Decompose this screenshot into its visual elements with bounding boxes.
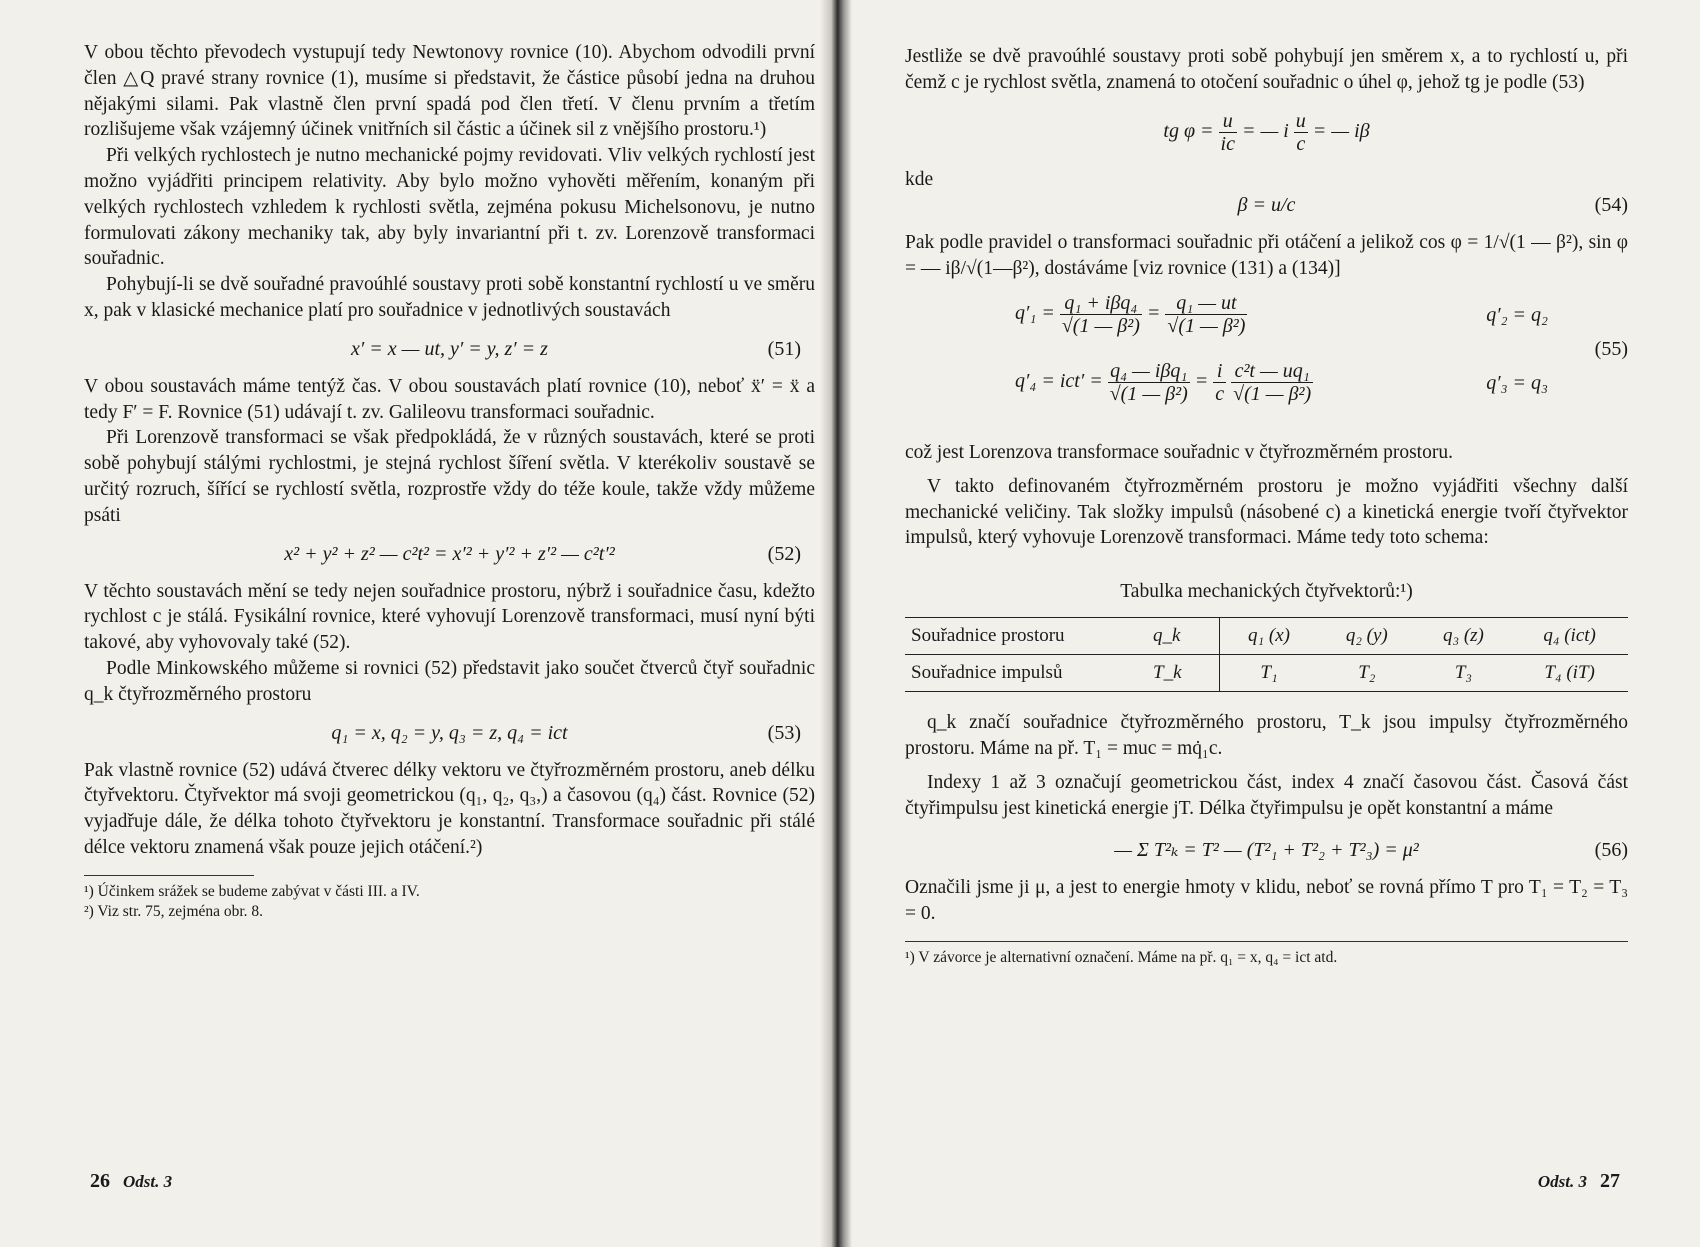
- four-vector-table: [905, 617, 1628, 692]
- table-cell: T_k: [1147, 655, 1220, 692]
- paragraph: Označili jsme ji μ, a jest to energie hmoty v klidu, neboť se rovná přímo T pro T₁ = T₂ = T₃ = 0.: [905, 877, 1628, 925]
- page-number: 26: [90, 1170, 110, 1192]
- equation-55-row-1: [1015, 292, 1247, 337]
- table-cell: T₄ (iT): [1511, 655, 1628, 692]
- paragraph: V obou těchto převodech vystupují tedy Newtonovy rovnice (10). Abychom odvodili první člen △Q pravé strany rovnice (1), musíme si představit, že částice působí jedna na druhou nějakými silami. Pak vlastně člen první spadá pod člen třetí. V členu prvním a třetím rozlišujeme však vzájemný účinek vnitřních sil částic a účinek sil z vnějšího prostoru.¹): [84, 42, 815, 141]
- paragraph: Při velkých rychlostech je nutno mechanické pojmy revidovati. Vliv velkých rychlostí jest možno vyjádřiti principem relativity. Aby bylo možno vyhověti měřením, konaným při velkých rychlostech vzhledem k rychlosti světla, zejména pokusu Michelsonovu, je nutno formulovati zákony mechaniky tak, aby byly invariantní při t. zv. Lorenzově transformaci souřadnic.: [84, 145, 815, 270]
- left-page: [0, 0, 835, 1247]
- numerator: q₁ + iβq₄: [1060, 292, 1142, 315]
- equation-55-row-2: [1015, 360, 1313, 405]
- fraction: [1213, 360, 1226, 405]
- equation-part: =: [1146, 302, 1161, 325]
- fraction: [1294, 110, 1308, 155]
- equation-number: (52): [767, 542, 801, 565]
- equation-number: (54): [1594, 194, 1628, 217]
- paragraph: Indexy 1 až 3 označují geometrickou část, index 4 značí časovou část. Časová část čtyřimpulsu jest kinetická energie jT. Délka čtyřimpulsu je opět konstantní a máme: [905, 771, 1628, 819]
- equation-55: [905, 290, 1628, 430]
- table-cell: T₁: [1220, 655, 1319, 692]
- denominator: √(1 — β²): [1109, 382, 1188, 405]
- section-label: Odst. 3: [1537, 1172, 1587, 1191]
- fraction: [1060, 292, 1142, 337]
- paragraph: Při Lorenzově transformaci se však předpokládá, že v různých soustavách, které se proti sobě pohybují stálými rychlostmi, je stejná rychlost šíření světla. V kterékoliv soustavě se určitý rozruch, šířící se rychlostí světla, rozprostře vždy do téže koule, takže vždy můžeme psáti: [84, 427, 815, 526]
- fraction: [1231, 360, 1313, 405]
- denominator: c: [1296, 132, 1306, 155]
- right-page: [835, 0, 1700, 1247]
- equation-part: q′₄ = ict′ =: [1015, 370, 1103, 393]
- equation-number: (51): [767, 337, 801, 360]
- equation-53: [84, 720, 815, 746]
- equation-part: =: [1194, 370, 1209, 393]
- paragraph: V obou soustavách máme tentýž čas. V obou soustavách platí rovnice (10), neboť ẍ′ = ẍ a tedy F′ = F. Rovnice (51) udávají t. zv. Galileovu transformaci souřadnic.: [84, 375, 815, 423]
- equation-tg: [905, 110, 1628, 155]
- table-cell: q_k: [1147, 618, 1220, 655]
- paragraph: Podle Minkowského můžeme si rovnici (52) představit jako součet čtverců čtyř souřadnic q_k čtyřrozměrného prostoru: [84, 657, 815, 705]
- table-cell: q₃ (z): [1416, 618, 1512, 655]
- fraction: [1165, 292, 1247, 337]
- footnote: ¹) V závorce je alternativní označení. Máme na př. q₁ = x, q₄ = ict atd.: [905, 948, 1338, 966]
- equation-52: [84, 541, 815, 567]
- equation-part: tg φ =: [1163, 119, 1214, 142]
- table-cell: q₁ (x): [1220, 618, 1319, 655]
- footnote-rule: [84, 875, 254, 876]
- equation-part: q′₁ =: [1015, 302, 1055, 325]
- table-cell: Souřadnice impulsů: [905, 655, 1147, 692]
- denominator: √(1 — β²): [1167, 314, 1246, 337]
- table-row: [905, 655, 1628, 692]
- paragraph: Pohybují-li se dvě souřadné pravoúhlé soustavy proti sobě konstantní rychlostí u ve směru x, pak v klasické mechanice platí pro souřadnice v jednotlivých soustavách: [84, 274, 815, 321]
- denominator: √(1 — β²): [1061, 314, 1140, 337]
- paragraph: q_k značí souřadnice čtyřrozměrného prostoru, T_k jsou impulsy čtyřrozměrného prostoru. Máme na př. T₁ = muc = mq̇₁c.: [905, 712, 1628, 759]
- numerator: q₁ — ut: [1165, 292, 1247, 315]
- numerator: i: [1213, 360, 1226, 383]
- equation-text: x′ = x — ut, y′ = y, z′ = z: [351, 337, 548, 360]
- denominator: √(1 — β²): [1233, 382, 1312, 405]
- equation-number: (55): [1594, 337, 1628, 360]
- table-cell: q₄ (ict): [1511, 618, 1628, 655]
- equation-text: x² + y² + z² — c²t² = x′² + y′² + z′² — c²t′²: [284, 542, 615, 565]
- equation-part: = — i: [1241, 119, 1289, 142]
- footnote: ¹) Účinkem srážek se budeme zabývat v části III. a IV.: [84, 882, 420, 900]
- table-cell: q₂ (y): [1318, 618, 1416, 655]
- equation-text: β = u/c: [1237, 194, 1296, 217]
- numerator: c²t — uq₁: [1231, 360, 1313, 383]
- paragraph: Pak vlastně rovnice (52) udává čtverec délky vektoru ve čtyřrozměrném prostoru, aneb délku čtyřvektoru. Čtyřvektor má svoji geometrickou (q₁, q₂, q₃,) a časovou (q₄) část. Rovnice (52) vyjadřuje dále, že délka tohoto čtyřvektoru je konstantní. Transformace souřadnic při stálé délce vektoru znamená však pouze jejich otáčení.²): [84, 759, 815, 858]
- equation-number: (53): [767, 721, 801, 744]
- numerator: u: [1219, 110, 1237, 133]
- table-cell: Souřadnice prostoru: [905, 618, 1147, 655]
- table-cell: T₂: [1318, 655, 1416, 692]
- equation-number: (56): [1594, 839, 1628, 862]
- page-footer: [1530, 1170, 1620, 1193]
- paragraph: V takto definovaném čtyřrozměrném prostoru je možno vyjádřiti všechny další mechanické veličiny. Tak složky impulsů (násobené c) a kinetická energie tvoří čtyřvektor impulsů, který vyhovuje Lorenzově transformaci. Máme tedy toto schema:: [905, 475, 1628, 549]
- fraction: [1219, 110, 1237, 155]
- paragraph: V těchto soustavách mění se tedy nejen souřadnice prostoru, nýbrž i souřadnice času, kdežto rychlost c je stálá. Fysikální rovnice, které vyhovují Lorenzově transformaci, musí nyní býti takové, aby vyhovovaly také (52).: [84, 580, 815, 654]
- kde-label: kde: [905, 168, 934, 190]
- denominator: ic: [1220, 132, 1235, 155]
- equation-text: — Σ T²ₖ = T² — (T²₁ + T²₂ + T²₃) = μ²: [1114, 839, 1419, 862]
- table-cell: T₃: [1416, 655, 1512, 692]
- fraction: [1108, 360, 1190, 405]
- denominator: c: [1215, 382, 1225, 405]
- numerator: q₄ — iβq₁: [1108, 360, 1190, 383]
- book-spine: [820, 0, 852, 1247]
- numerator: u: [1295, 109, 1306, 132]
- footnote: ²) Viz str. 75, zejména obr. 8.: [84, 902, 264, 920]
- equation-text: q₁ = x, q₂ = y, q₃ = z, q₄ = ict: [331, 721, 568, 744]
- table-caption: Tabulka mechanických čtyřvektorů:¹): [1120, 581, 1413, 603]
- paragraph: Pak podle pravidel o transformaci souřadnic při otáčení a jelikož cos φ = 1/√(1 — β²), sin φ = — iβ/√(1—β²), dostáváme [viz rovnice (131) a (134)]: [905, 232, 1628, 280]
- equation-part: = — iβ: [1312, 119, 1370, 142]
- table-row: [905, 618, 1628, 655]
- section-label: Odst. 3: [123, 1172, 173, 1191]
- equation-55-side-2: q′₃ = q₃: [1486, 371, 1548, 394]
- paragraph: což jest Lorenzova transformace souřadnic v čtyřrozměrném prostoru.: [905, 441, 1453, 463]
- paragraph: Jestliže se dvě pravoúhlé soustavy proti sobě pohybují jen směrem x, a to rychlostí u, při čemž c je rychlost světla, znamená to otočení souřadnic o úhel φ, jehož tg je podle (53): [905, 46, 1628, 93]
- equation-55-side-1: q′₂ = q₂: [1486, 303, 1548, 326]
- equation-51: [84, 336, 815, 362]
- footnote-rule: [905, 941, 1628, 942]
- page-footer: [90, 1170, 180, 1193]
- equation-54: [905, 192, 1628, 218]
- page-number: 27: [1600, 1170, 1620, 1192]
- equation-56: [905, 837, 1628, 863]
